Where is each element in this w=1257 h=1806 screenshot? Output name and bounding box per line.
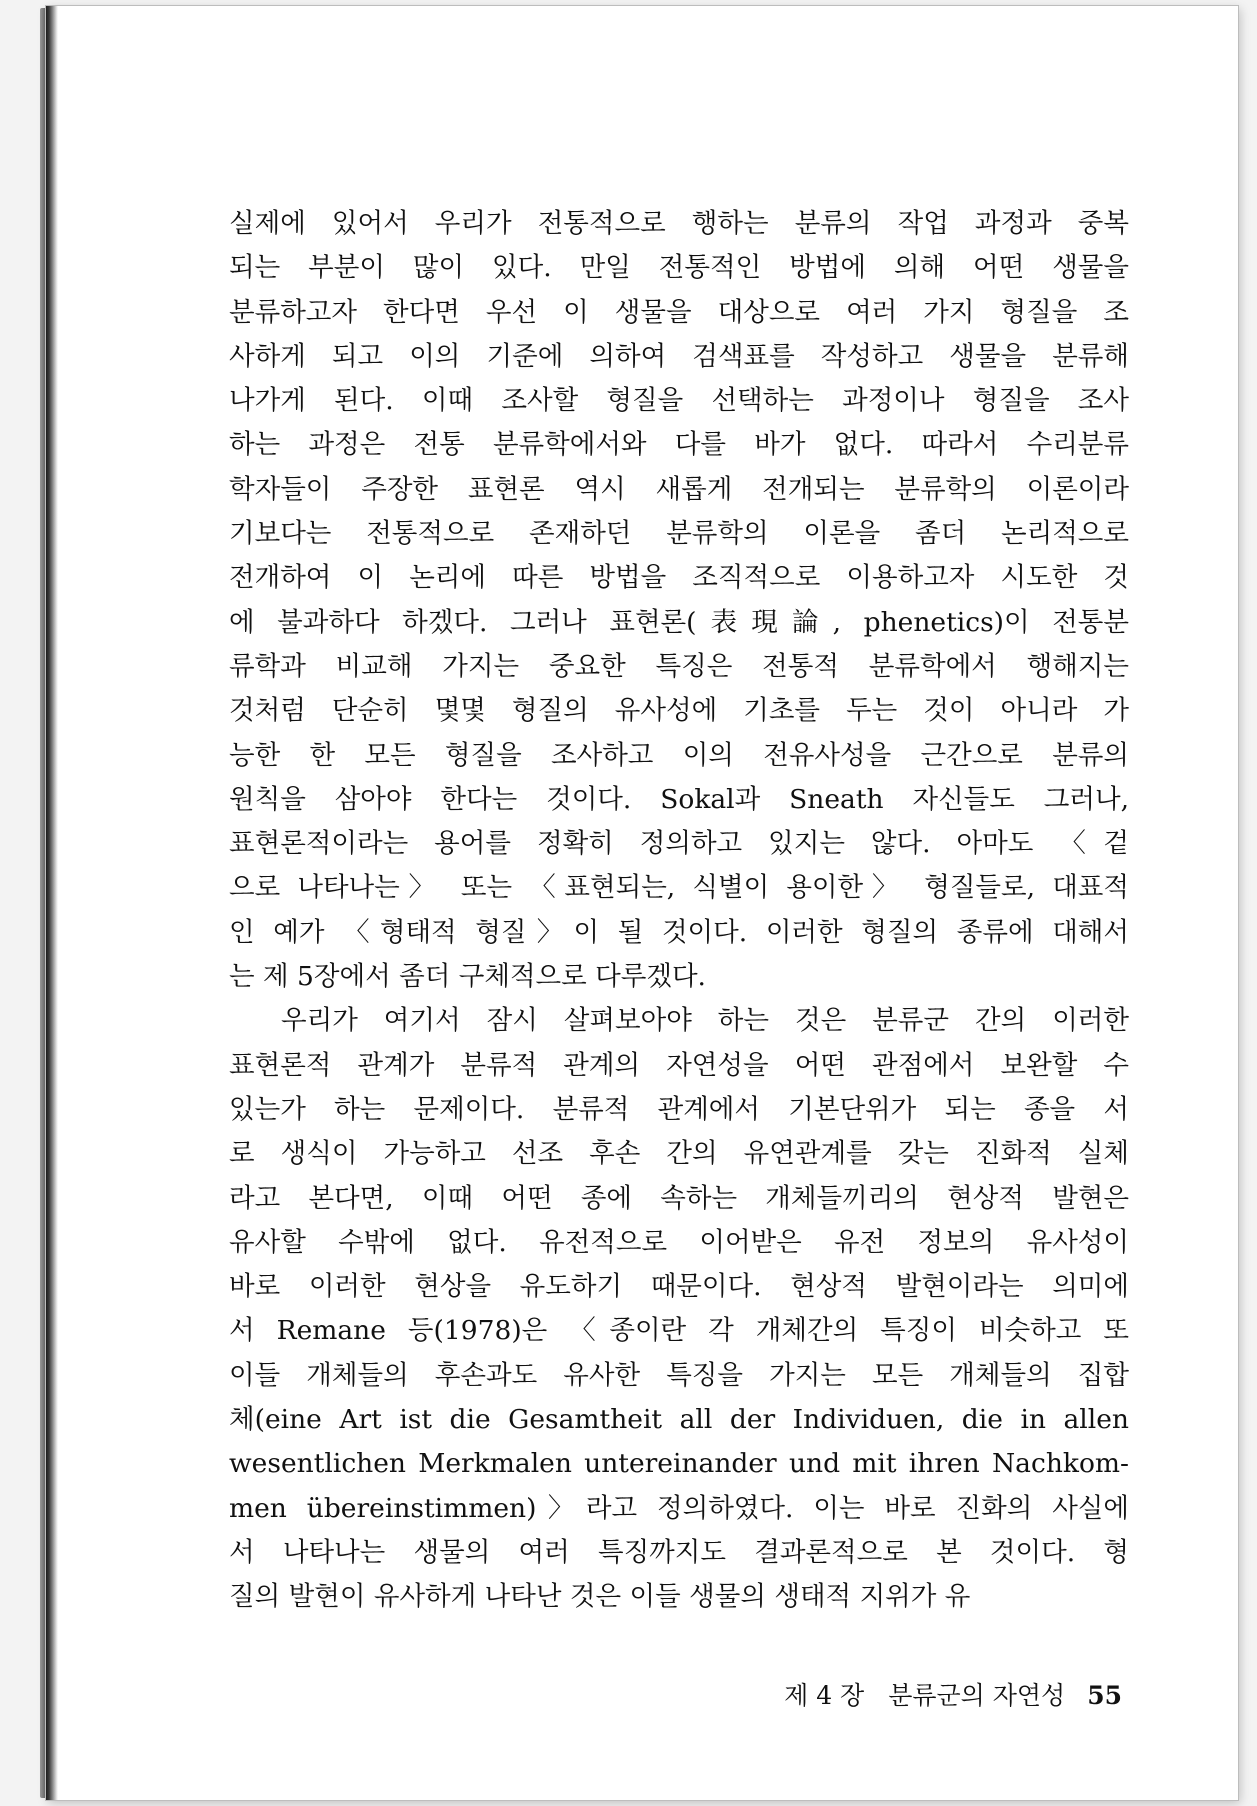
- text-line: 질의 발현이 유사하게 나타난 것은 이들 생물의 생태적 지위가 유: [229, 1581, 971, 1613]
- text-line: 실제에 있어서 우리가 전통적으로 행하는 분류의 작업 과정과 중복: [229, 208, 1129, 239]
- text-line: 능한 한 모든 형질을 조사하고 이의 전유사성을 근간으로 분류의: [229, 739, 1129, 771]
- footer-chapter: 제 4 장: [784, 1681, 865, 1710]
- text-line: 로 생식이 가능하고 선조 후손 간의 유연관계를 갖는 진화적 실체: [229, 1138, 1129, 1170]
- footer-title: 분류군의 자연성: [888, 1681, 1066, 1710]
- text-line: 나가게 된다. 이때 조사할 형질을 선택하는 과정이나 형질을 조사: [229, 385, 1129, 417]
- text-line: 학자들이 주장한 표현론 역시 새롭게 전개되는 분류학의 이론이라: [229, 473, 1129, 505]
- text-line: 표현론적 관계가 분류적 관계의 자연성을 어떤 관점에서 보완할 수: [229, 1049, 1129, 1081]
- text-line: 류학과 비교해 가지는 중요한 특징은 전통적 분류학에서 행해지는: [229, 650, 1129, 682]
- text-line: 라고 본다면, 이때 어떤 종에 속하는 개체들끼리의 현상적 발현은: [229, 1182, 1129, 1214]
- text-line: 하는 과정은 전통 분류학에서와 다를 바가 없다. 따라서 수리분류: [229, 429, 1129, 461]
- text-line: 되는 부분이 많이 있다. 만일 전통적인 방법에 의해 어떤 생물을: [229, 252, 1129, 284]
- text-line: 유사할 수밖에 없다. 유전적으로 이어받은 유전 정보의 유사성이: [229, 1226, 1129, 1258]
- text-line: 는 제 5장에서 좀더 구체적으로 다루겠다.: [229, 961, 706, 993]
- text-line: 으로 나타나는〉 또는 〈표현되는, 식별이 용이한〉 형질들로, 대표적: [229, 872, 1129, 904]
- text-line: 있는가 하는 문제이다. 분류적 관계에서 기본단위가 되는 종을 서: [229, 1093, 1129, 1125]
- text-line: 표현론적이라는 용어를 정확히 정의하고 있지는 않다. 아마도 〈겉: [229, 828, 1129, 860]
- text-line: 우리가 여기서 잠시 살펴보아야 하는 것은 분류군 간의 이러한: [229, 1005, 1129, 1037]
- book-page: [46, 6, 1238, 1800]
- text-line: wesentlichen Merkmalen untereinander und mit ihren Nachkom-: [229, 1448, 1129, 1480]
- text-line: men übereinstimmen)〉라고 정의하였다. 이는 바로 진화의 사실에: [229, 1492, 1129, 1524]
- text-line: 이들 개체들의 후손과도 유사한 특징을 가지는 모든 개체들의 집합: [229, 1359, 1129, 1391]
- text-line: 바로 이러한 현상을 유도하기 때문이다. 현상적 발현이라는 의미에: [229, 1271, 1129, 1303]
- page-binding-shadow: [46, 6, 58, 1800]
- text-line: 기보다는 전통적으로 존재하던 분류학의 이론을 좀더 논리적으로: [229, 518, 1129, 550]
- text-line: 서 나타나는 생물의 여러 특징까지도 결과론적으로 본 것이다. 형: [229, 1536, 1129, 1568]
- text-line: 서 Remane 등(1978)은 〈종이란 각 개체간의 특징이 비슷하고 또: [229, 1315, 1129, 1347]
- page-number: 55: [1087, 1681, 1122, 1710]
- text-line: 전개하여 이 논리에 따른 방법을 조직적으로 이용하고자 시도한 것: [229, 562, 1129, 594]
- text-line: 에 불과하다 하겠다. 그러나 표현론(表現論, phenetics)이 전통분: [229, 606, 1129, 638]
- text-line: 인 예가 〈형태적 형질〉이 될 것이다. 이러한 형질의 종류에 대해서: [229, 916, 1129, 948]
- page-footer: [646, 1676, 1122, 1712]
- paragraph-1: [229, 202, 1129, 999]
- text-line: 체(eine Art ist die Gesamtheit all der Individuen, die in allen: [229, 1404, 1129, 1436]
- text-line: 원칙을 삼아야 한다는 것이다. Sokal과 Sneath 자신들도 그러나,: [229, 783, 1129, 815]
- text-line: 사하게 되고 이의 기준에 의하여 검색표를 작성하고 생물을 분류해: [229, 340, 1129, 372]
- paragraph-2: [229, 999, 1129, 1619]
- body-text: [229, 202, 1129, 1620]
- text-line: 것처럼 단순히 몇몇 형질의 유사성에 기초를 두는 것이 아니라 가: [229, 695, 1129, 727]
- text-line: 분류하고자 한다면 우선 이 생물을 대상으로 여러 가지 형질을 조: [229, 296, 1129, 328]
